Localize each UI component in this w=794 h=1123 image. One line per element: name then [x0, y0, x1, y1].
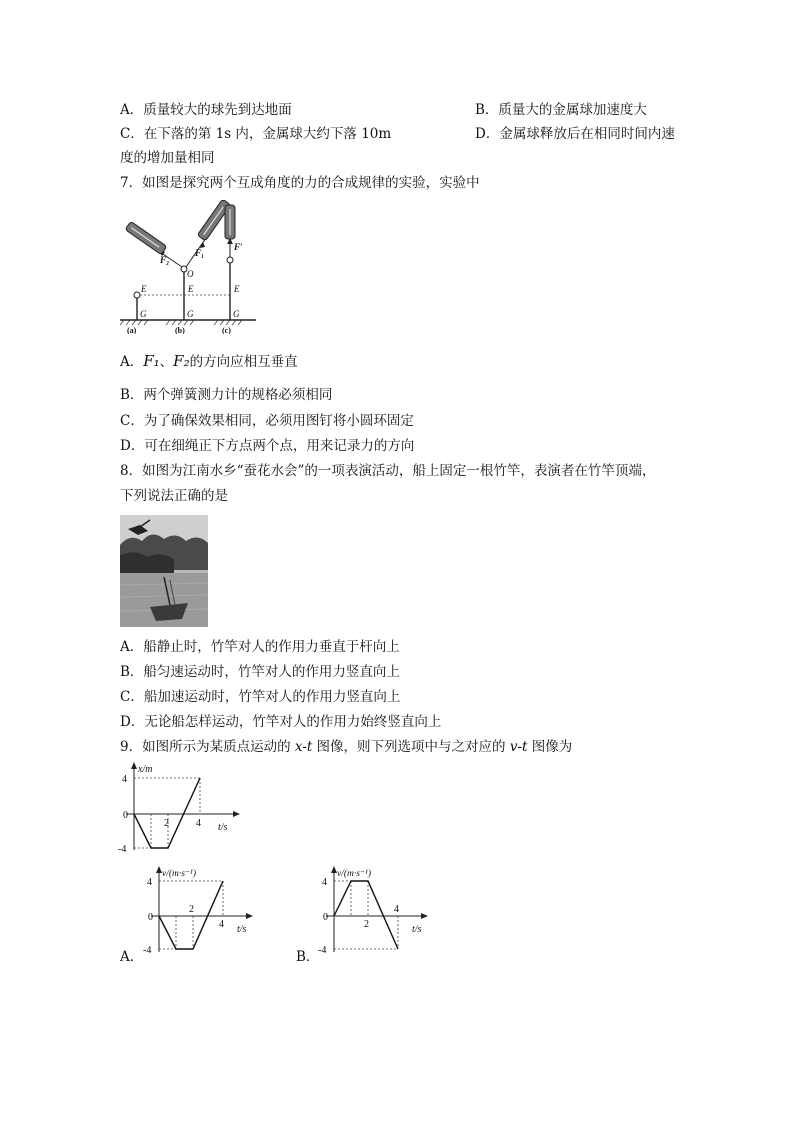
- q7-option-a-rest: 的方向应相互垂直: [189, 354, 298, 370]
- q9-stem-xt: x-t: [294, 739, 313, 755]
- xt-y4: 4: [122, 774, 127, 785]
- q8-option-c: C．船加速运动时，竹竿对人的作用力竖直向上: [120, 689, 401, 705]
- q8-option-d: D．无论船怎样运动，竹竿对人的作用力始终竖直向上: [120, 714, 442, 730]
- label-a: (a): [127, 326, 137, 334]
- b-x4: 4: [394, 904, 399, 915]
- a-yneg4: -4: [143, 945, 152, 956]
- q9-graph-a: [143, 864, 268, 956]
- q8-option-b: B．船匀速运动时，竹竿对人的作用力竖直向上: [120, 664, 400, 680]
- label-b: (b): [175, 326, 185, 334]
- label-g-a: G: [140, 309, 147, 319]
- q6-option-a: A．质量较大的球先到达地面: [120, 102, 292, 118]
- q7-option-d: D．可在细绳正下方点两个点，用来记录力的方向: [120, 438, 415, 454]
- q9-option-b-label: B．: [296, 949, 320, 965]
- b-yneg4: -4: [318, 945, 327, 956]
- xt-xlabel: t/s: [218, 822, 228, 833]
- label-f-prime: F′: [234, 242, 243, 252]
- b-x2: 2: [364, 919, 369, 930]
- q9-stem-vt: v-t: [509, 739, 528, 755]
- a-y4: 4: [147, 877, 152, 888]
- q9-stem-c: 图像为: [527, 739, 573, 755]
- a-xlabel: t/s: [237, 924, 247, 935]
- xt-ylabel: x/m: [138, 764, 153, 775]
- q8-stem-line2: 下列说法正确的是: [120, 488, 228, 504]
- b-ylabel: v/(m·s⁻¹): [337, 869, 371, 879]
- q7-option-a: [120, 352, 298, 371]
- q9-xt-graph: [118, 760, 243, 856]
- xt-x2: 2: [164, 818, 169, 829]
- q7-option-a-f2: F₂: [173, 352, 190, 370]
- b-y0: 0: [323, 912, 328, 923]
- q7-option-b: B．两个弹簧测力计的规格必须相同: [120, 387, 333, 403]
- b-y4: 4: [322, 877, 327, 888]
- q8-stem-line1: 8．如图为江南水乡“蚕花水会”的一项表演活动，船上固定一根竹竿，表演者在竹竿顶端，: [120, 463, 656, 479]
- label-g-b: G: [187, 309, 194, 319]
- q9-stem: [120, 738, 572, 756]
- q7-force-experiment-figure: [118, 200, 258, 334]
- label-e-b: E: [188, 284, 194, 294]
- label-e-c: E: [234, 284, 240, 294]
- label-o: O: [187, 269, 194, 279]
- q7-option-a-sep: 、: [159, 354, 174, 370]
- q6-option-c: C．在下落的第 1s 内，金属球大约下落 10m: [120, 126, 392, 142]
- label-g-c: G: [233, 309, 240, 319]
- q9-graph-b: [318, 864, 443, 956]
- q7-option-c: C．为了确保效果相同，必须用图钉将小圆环固定: [120, 413, 414, 429]
- label-f1: F₁: [195, 248, 205, 258]
- label-e-a: E: [141, 284, 147, 294]
- a-ylabel: v/(m·s⁻¹): [162, 869, 196, 879]
- q8-boat-photo: [120, 515, 208, 627]
- q7-option-a-prefix: A．: [120, 354, 144, 370]
- q9-stem-a: 9．如图所示为某质点运动的: [120, 739, 295, 755]
- xt-y0: 0: [123, 810, 128, 821]
- q6-option-d: D．金属球释放后在相同时间内速: [475, 126, 675, 142]
- label-c: (c): [222, 326, 231, 334]
- label-f2: F₂: [160, 255, 170, 265]
- b-xlabel: t/s: [412, 924, 422, 935]
- q7-option-a-f1: F₁: [143, 352, 160, 370]
- a-y0: 0: [148, 912, 153, 923]
- q9-stem-b: 图像，则下列选项中与之对应的: [312, 739, 510, 755]
- a-x2: 2: [189, 904, 194, 915]
- q8-option-a: A．船静止时，竹竿对人的作用力垂直于杆向上: [120, 639, 400, 655]
- q6-option-b: B．质量大的金属球加速度大: [475, 102, 647, 118]
- a-x4: 4: [219, 919, 224, 930]
- xt-yneg4: -4: [118, 844, 127, 855]
- xt-x4: 4: [196, 818, 201, 829]
- q6-option-d-continued: 度的增加量相同: [120, 150, 215, 166]
- q9-option-a-label: A．: [120, 949, 144, 965]
- q7-stem: 7．如图是探究两个互成角度的力的合成规律的实验，实验中: [120, 175, 480, 191]
